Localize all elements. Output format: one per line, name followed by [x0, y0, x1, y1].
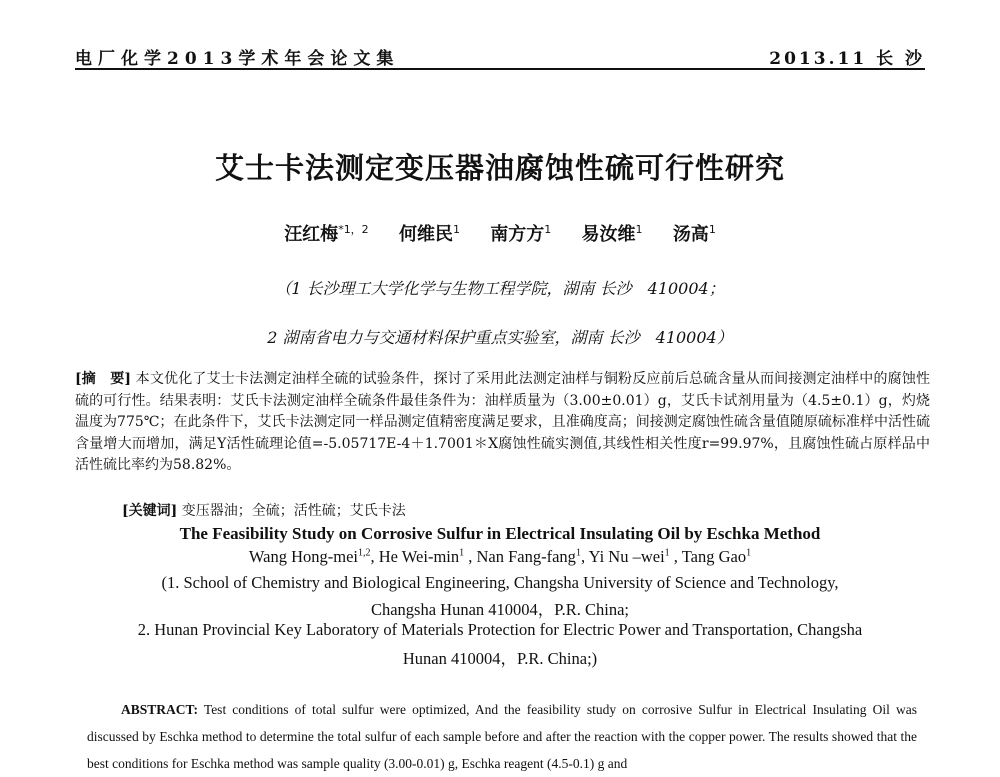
- english-affiliation-2: 2. Hunan Provincial Key Laboratory of Materials Protection for Electric Power and Transportation, Changsha: [137, 620, 863, 639]
- english-abstract: [87, 696, 917, 777]
- abstract-cn-label: [摘 要]: [75, 371, 132, 387]
- affiliation-cn-1: （1 长沙理工大学化学与生物工程学院，湖南 长沙 410004；: [275, 279, 725, 298]
- keywords-cn: [122, 500, 406, 520]
- author: 南方方$^1$: [490, 223, 552, 245]
- paper-title: 艾士卡法测定变压器油腐蚀性硫可行性研究: [214, 151, 785, 185]
- english-affiliation-2-cont: Hunan 410004，P.R. China;): [402, 649, 598, 668]
- keywords-cn-label: [关键词]: [122, 503, 178, 519]
- english-affiliation-1: (1. School of Chemistry and Biological Engineering, Changsha University of Science and Technology,: [161, 573, 839, 592]
- english-author-list: Wang Hong-mei$^{1,2}$, He Wei-$\min^1$ , Nan Fang-fang$^1$, Yi Nu –wei$^1$ , Tang Gao$^1$: [248, 547, 752, 566]
- abstract-cn: [75, 369, 930, 477]
- author: 汪红梅$^{*1,2}$: [284, 223, 369, 245]
- affiliation-cn-2: 2 湖南省电力与交通材料保护重点实验室，湖南 长沙 410004）: [267, 328, 733, 347]
- english-abstract-label: ABSTRACT:: [121, 702, 199, 717]
- journal-name: 电厂化学2013学术年会论文集: [75, 49, 400, 69]
- author: 易汝维$^1$: [581, 223, 643, 245]
- abstract-cn-text: 本文优化了艾士卡法测定油样全硫的试验条件，探讨了采用此法测定油样与铜粉反应前后总硫含量从而间接测定油样中的腐蚀性硫的可行性。结果表明：艾氏卡法测定油样全硫条件最佳条件为：油样质量为（3.00±0.01）g，艾氏卡试剂用量为（4.5±0.1）g，灼烧温度为775℃；在此条件下，艾氏卡法测定同一样品测定值精密度满足要求，且准确度高；间接测定腐蚀性硫含量值随原硫标准样中活性硫含量增大而增加，满足Y活性硫理论值=-5.05717E-4＋1.7001＊X腐蚀性硫实测值,其线性相关性度r=99.97%，且腐蚀性硫占原样品中活性硫比率约为58.82%。: [75, 371, 931, 473]
- english-abstract-text: Test conditions of total sulfur were optimized, And the feasibility study on corrosive Sulfur in Electrical Insulating Oil was discussed by Eschka method to determine the total sulfur of each sample before and after the reaction with the copper power. The results showed that the best conditions for Eschka method was sample quality (3.00-0.01) g, Eschka reagent (4.5-0.1) g and: [87, 702, 917, 771]
- author: 汤高$^1$: [672, 223, 716, 245]
- english-affiliation-1-cont: Changsha Hunan 410004，P.R. China;: [370, 600, 630, 619]
- author-list: [0, 220, 1000, 246]
- english-title: The Feasibility Study on Corrosive Sulfur in Electrical Insulating Oil by Eschka Method: [179, 524, 821, 543]
- date-location: 2013.11 长 沙: [769, 49, 925, 69]
- author: 何维民$^1$: [398, 223, 460, 245]
- running-header: [75, 40, 925, 70]
- keywords-cn-text: 变压器油；全硫；活性硫；艾氏卡法: [181, 503, 406, 519]
